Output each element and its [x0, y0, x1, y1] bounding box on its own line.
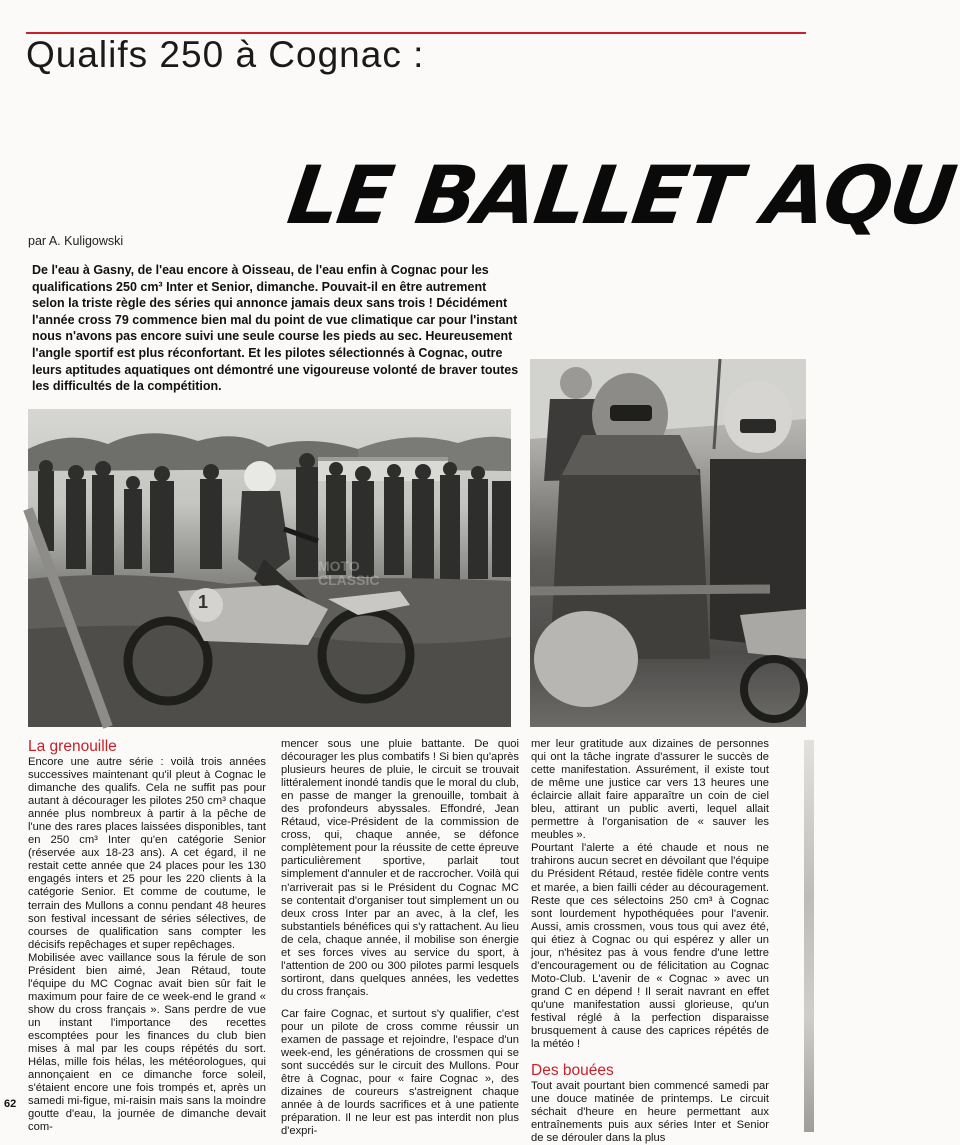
article-column-2 [281, 738, 519, 1138]
lead-paragraph: De l'eau à Gasny, de l'eau encore à Oisseau, de l'eau enfin à Cognac pour les qualifications 250 cm³ Inter et Senior, dimanche. Pouvait-il en être autrement selon la triste règle des séries qui annonce jamais deux sans trois ! Décidément l'année cross 79 commence bien mal du point de vue climatique car pour l'instant nous n'avons pas encore suivi une seule course les pieds au sec. Heureusement l'angle sportif est plus réconfortant. Et les pilotes sélectionnés à Cognac, outre leurs aptitudes aquatiques ont démontré une vigoureuse volonté de braver toutes les difficultés de la compétition. [32, 263, 519, 394]
plate-number: 1 [198, 592, 209, 612]
article-paragraph: Car faire Cognac, et surtout s'y qualifier, c'est pour un pilote de cross comme réussir un examen de passage et rejoindre, l'espace d'un week-end, les générations de crossmen qui se sont succédés sur le circuit des Mullons. Pour être à Cognac, pour « faire Cognac », des dizaines de coureurs s'astreignent chaque année à de lourds sacrifices et à une patiente préparation. Il ne leur est pas interdit non plus d'expri- [281, 1007, 519, 1138]
section-title: Qualifs 250 à Cognac : [26, 34, 425, 75]
article-paragraph: Tout avait pourtant bien commencé samedi par une douce matinée de printemps. Le circuit séchait d'heure en heure permettant aux entraînements puis aux séries Inter et Senior de se dérouler dans la plus [531, 1080, 769, 1145]
byline: par A. Kuligowski [28, 234, 124, 248]
article-column-3 [531, 738, 769, 1145]
page-number: 62 [4, 1098, 17, 1110]
photo-rider-scene [28, 409, 511, 727]
photo-rider-on-motorcycle [28, 409, 511, 727]
watermark: MOTO CLASSIC [318, 558, 380, 588]
subhead-des-bouees: Des bouées [531, 1062, 614, 1080]
article-paragraph: mer leur gratitude aux dizaines de personnes qui ont la tâche ingrate d'assurer le succès de cette manifestation. Assurément, il existe tout de même une justice car vers 13 heures une éclaircie allait faire apparaître un coin de ciel bleu, attirant un public averti, lequel allait permettre à l'organisation de « sauver les meubles ». [531, 738, 769, 842]
headline: LE BALLET AQU [282, 149, 960, 242]
article-paragraph: Encore une autre série : voilà trois années successives maintenant qu'il pleut à Cognac le dimanche des qualifs. Cela ne suffit pas pour autant à décourager les pilotes 250 cm³ chaque année plus nombreux à partir à la pêche de l'une des rares places laissées disponibles, tant en 250 cm³ Inter qu'en catégorie Senior (réservée aux 18-23 ans). A cet égard, il ne restait cette année que 24 places pour les 130 engagés inters et 25 pour les 220 clients à la catégorie Senior. Et comme de coutume, le terrain des Mullons a connu pendant 48 heures son festival incessant de séries sélectives, de courses de qualification sans compter les décisifs repêchages et super repêchages. [28, 756, 266, 951]
subhead-la-grenouille: La grenouille [28, 738, 117, 755]
article-paragraph: mencer sous une pluie battante. De quoi décourager les plus combatifs ! Si bien qu'après plusieurs heures de pluie, le circuit se trouvait littéralement inondé tandis que le moral du club, en passe de manger la grenouille, tombait à des profondeurs abyssales. Effondré, Jean Rétaud, vice-Président de la commission de cross, qui, chaque année, se défonce complètement pour la réussite de cette épreuve particulièrement sportive, parlait tout simplement d'annuler et de raccrocher. Voilà qui n'arriverait pas si le Président du Cognac MC se contentait d'organiser tout simplement un ou deux cross Inter par an avec, à la clef, les substantiels bénéfices qui s'y rattachent. Au lieu de cela, chaque année, il mobilise son énergie et ses forces vives au service du sport, à l'attention de 200 ou 300 pilotes parmi lesquels sortiront, dans quelques années, les vedettes du cross français. [281, 738, 519, 998]
article-column-1 [28, 738, 266, 1134]
adjacent-page-photo-edge [804, 740, 814, 1132]
photo-muddy-riders [530, 359, 806, 727]
article-paragraph: Pourtant l'alerte a été chaude et nous ne trahirons aucun secret en dévoilant que l'équipe du Président Rétaud, restée fidèle contre vents et marée, a bien failli céder au découragement. Reste que ces sélectoins 250 cm³ à Cognac sont lourdement hypothéquées pour l'avenir. Aussi, amis crossmen, vous tous qui avez été, qui étiez à Cognac ou qui espérez y aller un jour, n'hésitez pas à vous fendre d'une lettre d'encouragement ou de félicitation au Cognac Moto-Club. L'avenir de « Cognac » avec un grand C en dépend ! Il serait navrant en effet qu'une manifestation aussi glorieuse, qu'un festival réglé à la perfection disparaisse brusquement à cause des caprices répétés de la météo ! [531, 842, 769, 1051]
article-paragraph: Mobilisée avec vaillance sous la férule de son Président bien aimé, Jean Rétaud, toute l'équipe du MC Cognac avait bien sûr fait le maximum pour faire de ce week-end le grand « show du cross français ». Sans perdre de vue un instant l'importance des recettes escomptées pour les finances du club bien mises à mal par les coups répétés du sort. Hélas, mille fois hélas, les météorologues, qui annonçaient en ce dimanche force soleil, s'étaient encore une fois trompés et, après un samedi mi-figue, mi-raisin mais sans la moindre goutte d'eau, la journée de dimanche devait com- [28, 951, 266, 1134]
photo-riders-scene [530, 359, 806, 727]
